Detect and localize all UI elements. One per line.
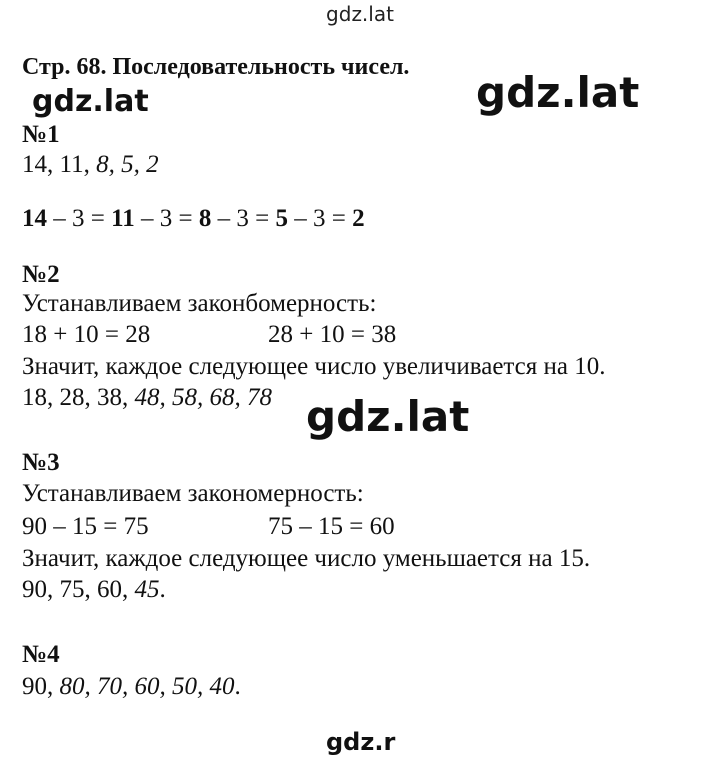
task2-conclusion: Значит, каждое следующее число увеличивается на 10. [22,353,606,380]
task3-end: . [159,576,166,603]
task3-given: 90, 75, 60, [22,576,135,603]
task3-equations [22,512,395,542]
task1-given: 14, 11, [22,151,97,178]
task3-conclusion: Значит, каждое следующее число уменьшается на 15. [22,545,591,572]
task3-heading: №3 [22,449,60,476]
task1-eq-n5: 2 [352,205,365,232]
task1-eq-n1: 14 [22,205,47,232]
task2-heading: №2 [22,261,60,288]
task3-intro: Устанавливаем закономерность: [22,480,364,507]
task2-intro: Устанавливаем законбомерность: [22,290,377,317]
task2-sequence [22,383,272,413]
task4-sequence [22,672,241,702]
task2-equations [22,320,397,350]
task2-eq-left: 18 + 10 = 28 [22,321,151,348]
task1-eq-op1: – 3 = [47,205,112,232]
task2-answer: 48, 58, 68, 78 [134,384,272,411]
task1-heading: №1 [22,121,60,148]
task2-given: 18, 28, 38, [22,384,135,411]
task1-eq-n2: 11 [111,205,135,232]
task3-answer: 45 [134,576,160,603]
task3-eq-left: 90 – 15 = 75 [22,513,149,540]
watermark-middle: gdz.lat [306,392,470,441]
task1-eq-n4: 5 [275,205,288,232]
task1-answer: 8, 5, 2 [96,151,159,178]
watermark-right: gdz.lat [476,68,640,117]
task1-eq-op3: – 3 = [211,205,276,232]
task4-given: 90, [22,673,60,700]
task4-heading: №4 [22,641,60,668]
task3-sequence [22,575,166,605]
watermark-left: gdz.lat [32,84,149,119]
watermark-bottom: gdz.r [326,728,396,756]
task4-end: . [234,673,241,700]
task2-eq-right: 28 + 10 = 38 [268,321,397,348]
task1-eq-n3: 8 [198,205,212,232]
page-title: Стр. 68. Последовательность чисел. [22,54,410,80]
task1-eq-op2: – 3 = [134,205,199,232]
task1-equation [22,204,365,234]
task1-sequence [22,150,159,180]
watermark-top: gdz.lat [326,2,394,26]
task4-answer: 80, 70, 60, 50, 40 [59,673,235,700]
task3-eq-right: 75 – 15 = 60 [268,513,395,540]
task1-eq-op4: – 3 = [287,205,353,232]
